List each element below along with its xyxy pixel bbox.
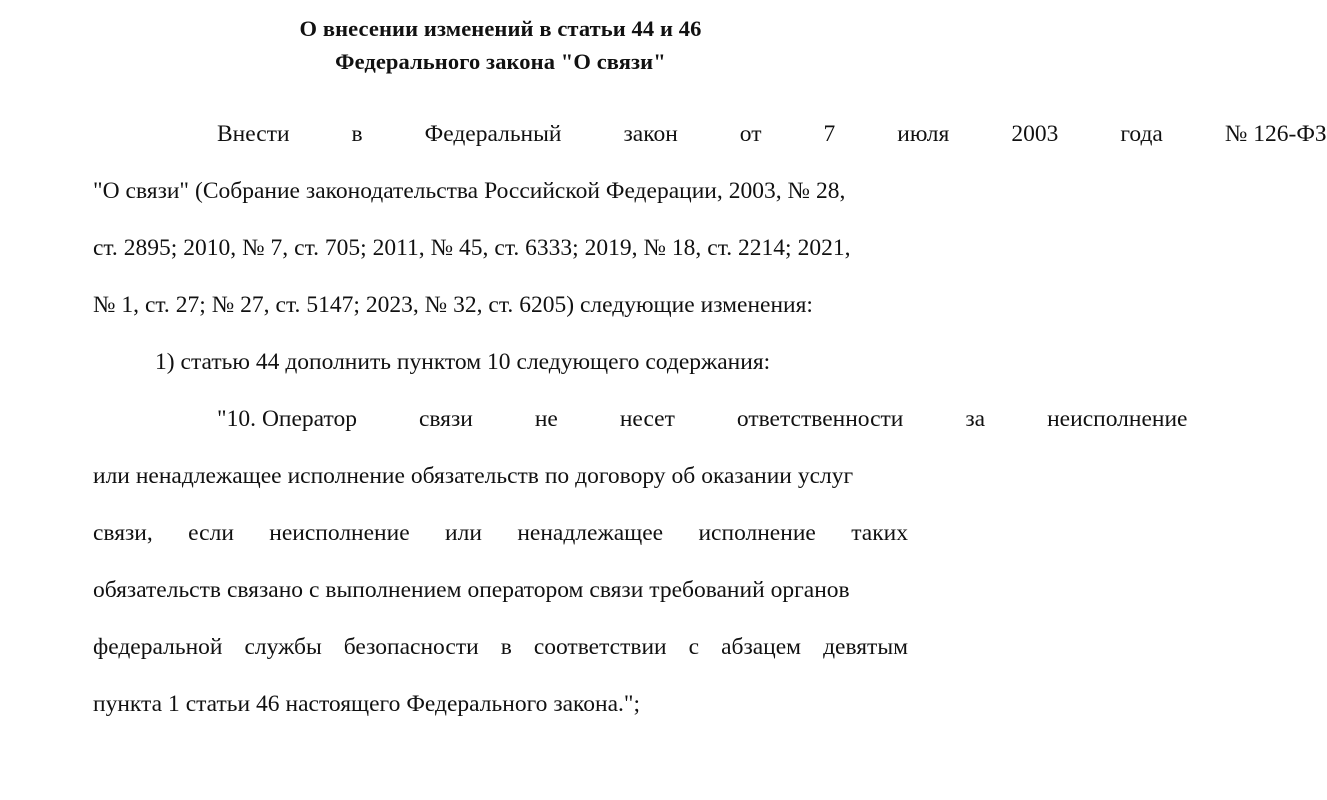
document-title-line-1: О внесении изменений в статьи 44 и 46 [299,16,702,41]
word: исполнение [698,520,816,546]
word: федеральной [93,634,223,660]
paragraph-intro-line-4: № 1, ст. 27; № 27, ст. 5147; 2023, № 32, ст. 6205) следующие изменения: [93,292,813,318]
paragraph-quoted-line-2: или ненадлежащее исполнение обязательств по договору об оказании услуг [93,463,854,489]
word: или [445,520,482,546]
word: с [688,634,700,660]
word: 7 [823,121,836,147]
word: связи [418,406,473,432]
word: связи, [93,520,153,546]
paragraph-quoted-line-5 [93,619,908,676]
word: безопасности [343,634,479,660]
document-title [93,12,908,78]
word: таких [851,520,908,546]
paragraph-item-1 [93,334,908,391]
word: ответственности [736,406,904,432]
word: если [188,520,234,546]
word: соответствии [533,634,667,660]
word: несет [619,406,675,432]
word: девятым [823,634,908,660]
document-title-line-2: Федерального закона "О связи" [335,49,666,74]
word: Федеральный [424,121,562,147]
paragraph-intro [93,106,1327,334]
word: июля [897,121,950,147]
paragraph-quoted-line-4: обязательств связано с выполнением оператором связи требований органов [93,577,850,603]
clause-number: "10. Оператор [217,406,357,432]
paragraph-intro-line-2: "О связи" (Собрание законодательства Российской Федерации, 2003, № 28, [93,178,846,204]
word: года [1120,121,1163,147]
paragraph-item-1-line-1: 1) статью 44 дополнить пунктом 10 следующего содержания: [155,349,771,375]
paragraph-quoted-clause-10 [93,391,1188,733]
document-body [93,106,1327,733]
paragraph-quoted-line-1 [93,391,1188,448]
word: абзацем [721,634,802,660]
paragraph-intro-line-1 [93,106,1327,163]
word: неисполнение [1047,406,1188,432]
word: не [534,406,558,432]
word: в [351,121,363,147]
paragraph-intro-line-3: ст. 2895; 2010, № 7, ст. 705; 2011, № 45, ст. 6333; 2019, № 18, ст. 2214; 2021, [93,235,851,261]
word: службы [244,634,322,660]
word: в [500,634,512,660]
word: закон [623,121,678,147]
word: Внести [217,121,290,147]
paragraph-quoted-line-3 [93,505,908,562]
word: от [739,121,762,147]
word: за [965,406,986,432]
word: неисполнение [269,520,410,546]
law-number: № 126-ФЗ [1224,121,1327,147]
word: ненадлежащее [517,520,664,546]
paragraph-quoted-line-6: пункта 1 статьи 46 настоящего Федерального закона."; [93,691,641,717]
word: 2003 [1011,121,1059,147]
